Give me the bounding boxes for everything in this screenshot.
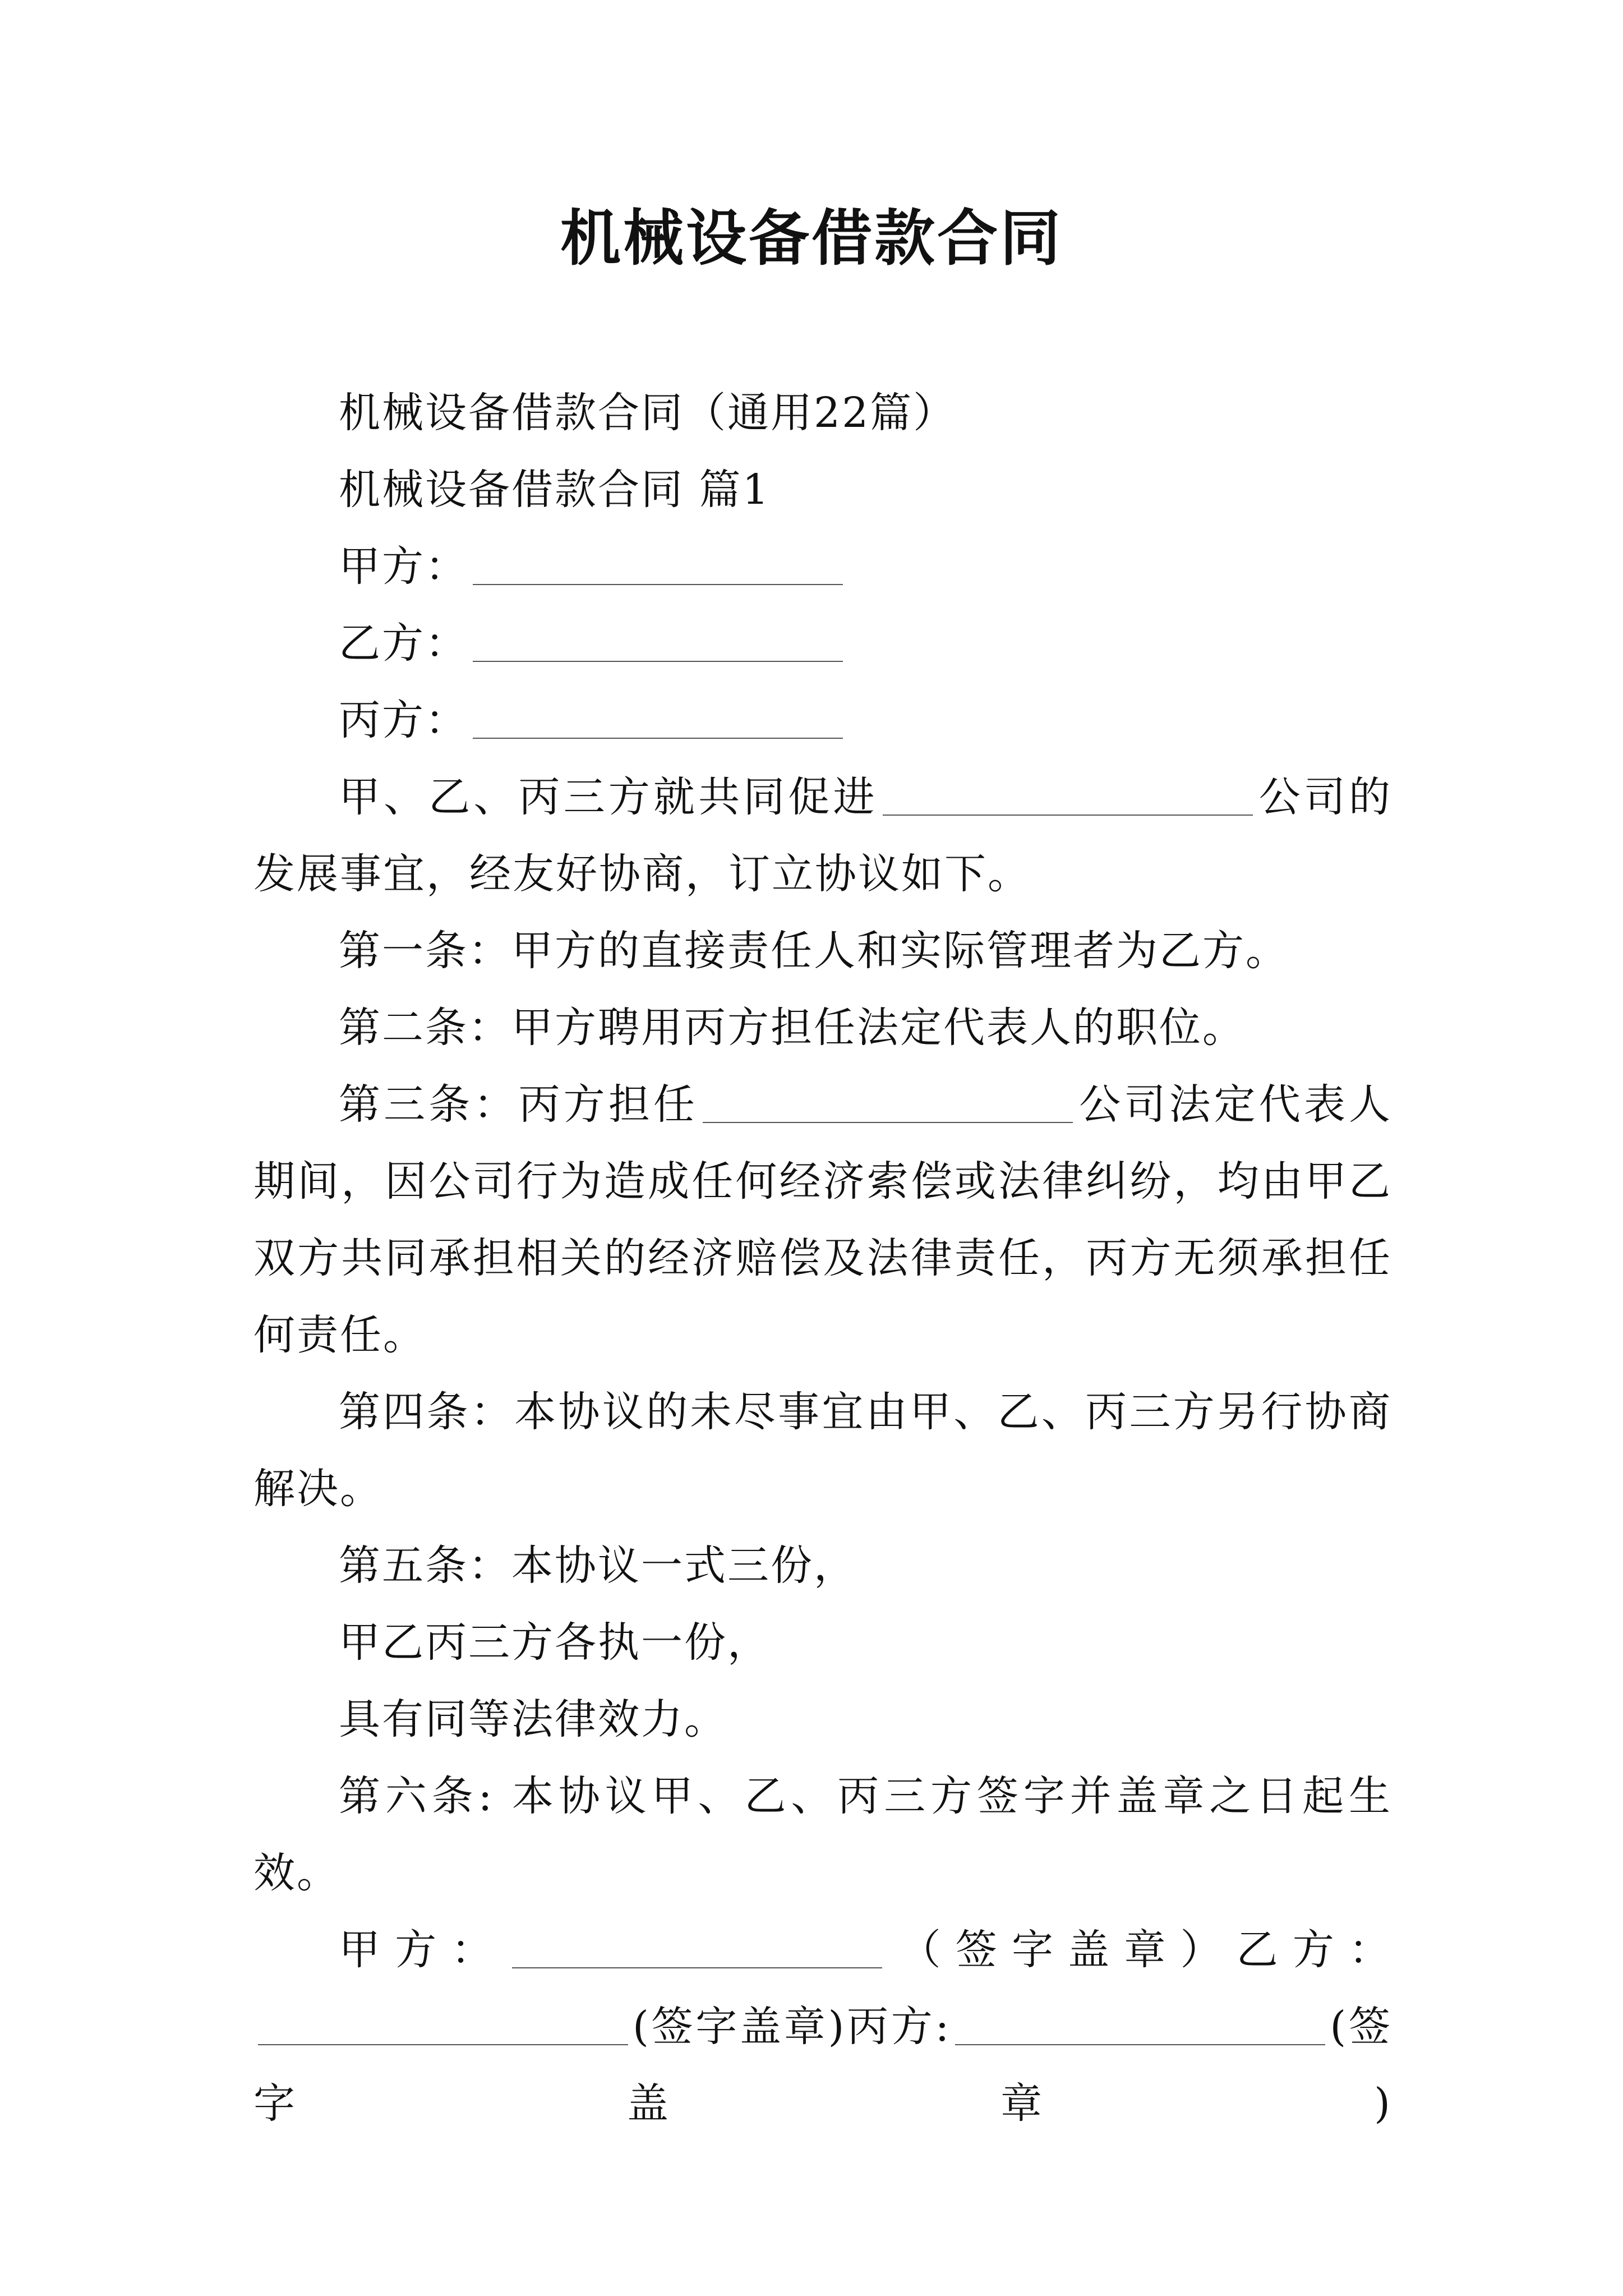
- intro-paragraph: [253, 759, 1392, 913]
- article-5-line-2: 甲乙丙三方各执一份，: [339, 1618, 771, 1667]
- article-1: 第一条：甲方的直接责任人和实际管理者为乙方。: [339, 927, 1289, 975]
- subtitle: 机械设备借款合同（通用22篇）: [339, 389, 957, 437]
- sign-c-blank: [955, 2005, 1325, 2045]
- party-c-blank: [473, 698, 843, 739]
- section-heading: 机械设备借款合同 篇1: [339, 466, 771, 514]
- party-c-line: [253, 682, 1392, 759]
- article-3-text-2: 公司法定代表人期间，因公司行为造成任何经济索偿或法律纠纷，均由甲乙双方共同承担相关的经济赔偿及法律责任，丙方无须承担任何责任。: [253, 1080, 1393, 1359]
- sign-c-seal: (签字盖章): [253, 2003, 1392, 2128]
- party-b-blank: [473, 622, 843, 662]
- signature-line-1: [253, 1912, 1392, 1989]
- intro-text-1: 甲、乙、丙三方就共同促进: [339, 773, 878, 821]
- article-2: 第二条：甲方聘用丙方担任法定代表人的职位。: [339, 1004, 1246, 1052]
- article-3-text-1: 第三条：丙方担任: [339, 1080, 699, 1129]
- article-5-line-3: 具有同等法律效力。: [339, 1695, 727, 1743]
- signature-line-2: [253, 1989, 1392, 2142]
- party-c-label: 丙方：: [339, 696, 468, 744]
- intro-text-2: 公司的发展事宜，经友好协商，订立协议如下。: [253, 773, 1393, 898]
- article-6: 第六条: 本协议甲、乙、丙三方签字并盖章之日起生效。: [253, 1772, 1392, 1897]
- article-3-blank: [703, 1083, 1073, 1123]
- article-3: [253, 1066, 1392, 1374]
- company-blank: [883, 775, 1253, 816]
- party-b-label: 乙方：: [339, 619, 468, 668]
- party-b-line: [253, 605, 1392, 682]
- document-title: 机械设备借款合同: [560, 203, 1063, 274]
- sign-b-seal: (签字盖章): [633, 2003, 846, 2051]
- sign-b-blank: [258, 2005, 628, 2045]
- sign-c-label: 丙方:: [846, 2003, 951, 2051]
- sign-a-blank: [512, 1928, 882, 1968]
- sign-a-label: 甲方：: [339, 1926, 508, 1974]
- article-4: 第四条：本协议的未尽事宜由甲、乙、丙三方另行协商解决。: [253, 1388, 1392, 1513]
- sign-b-label: 乙方：: [1236, 1926, 1393, 1974]
- article-5-line-1: 第五条：本协议一式三份，: [339, 1542, 857, 1590]
- party-a-blank: [473, 545, 843, 585]
- party-a-line: [253, 528, 1392, 605]
- sign-a-seal: （签字盖章）: [886, 1926, 1237, 1974]
- document-body: [253, 375, 1392, 2142]
- party-a-label: 甲方：: [339, 542, 468, 591]
